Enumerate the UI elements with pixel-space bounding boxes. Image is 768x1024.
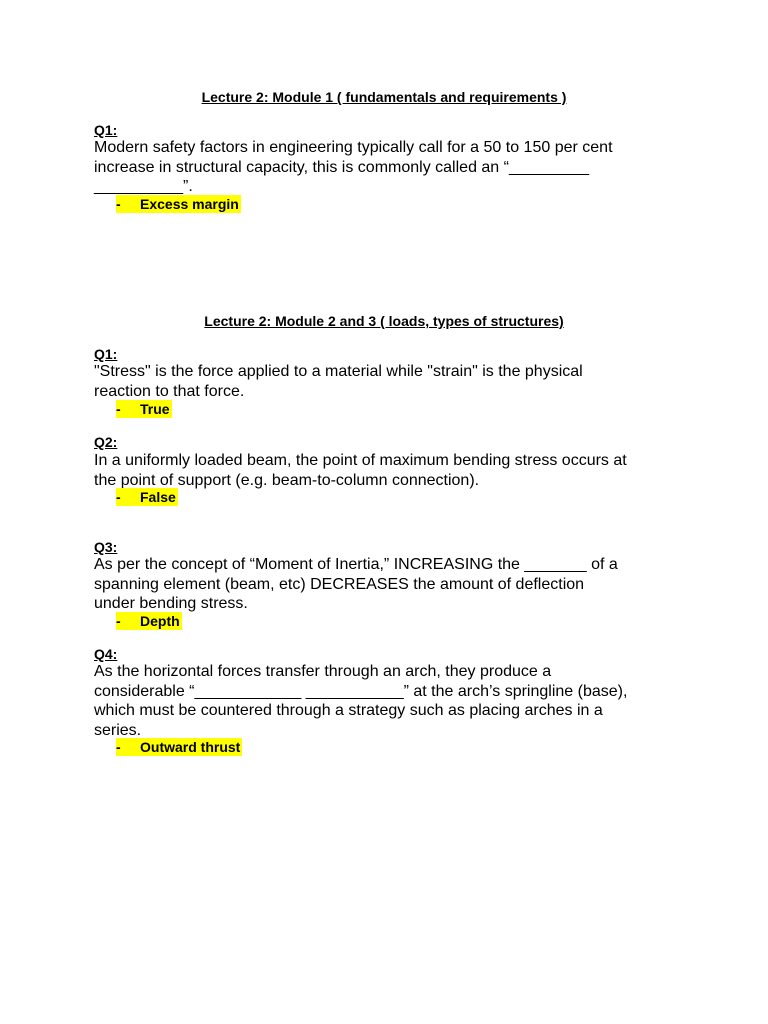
answer-text: True <box>140 401 170 417</box>
answer-text: Depth <box>140 613 180 629</box>
answer-text: Outward thrust <box>140 739 241 755</box>
section1-q1-label: Q1: <box>94 122 118 138</box>
answer-bullet: - <box>116 196 121 212</box>
section2-heading: Lecture 2: Module 2 and 3 ( loads, types of structures) <box>204 313 564 329</box>
answer-text: Excess margin <box>140 196 239 212</box>
section2-q3-text: As per the concept of “Moment of Inertia,” INCREASING the _______ of a spanning element (beam, etc) DECREASES the amount of deflection under bending stress. <box>94 556 618 612</box>
section2-q2-text: In a uniformly loaded beam, the point of maximum bending stress occurs at the point of support (e.g. beam-to-column connection). <box>94 452 627 489</box>
section2-q4-text: As the horizontal forces transfer through an arch, they produce a considerable “____________ ___________” at the arch’s springline (base), which must be countered through a strategy such as placing arches in a series. <box>94 663 628 739</box>
section2-q1-label: Q1: <box>94 346 118 362</box>
section2-q4-label: Q4: <box>94 646 118 662</box>
section2-q1-text: "Stress" is the force applied to a material while "strain" is the physical reaction to that force. <box>94 363 583 400</box>
section2-q3-answer <box>116 612 182 630</box>
answer-bullet: - <box>116 401 121 417</box>
section2-q2-answer <box>116 488 178 506</box>
section2-q2-label: Q2: <box>94 434 118 450</box>
answer-text: False <box>140 489 176 505</box>
section1-q1-answer <box>116 195 241 213</box>
answer-bullet: - <box>116 489 121 505</box>
answer-bullet: - <box>116 613 121 629</box>
section2-q4-answer <box>116 738 242 756</box>
section2-q3-label: Q3: <box>94 539 118 555</box>
section2-q1-answer <box>116 400 172 418</box>
answer-bullet: - <box>116 739 121 755</box>
section1-heading: Lecture 2: Module 1 ( fundamentals and requirements ) <box>201 89 567 105</box>
section1-q1-text: Modern safety factors in engineering typically call for a 50 to 150 per cent increase in structural capacity, this is commonly called an “_________ __________”. <box>94 139 613 195</box>
